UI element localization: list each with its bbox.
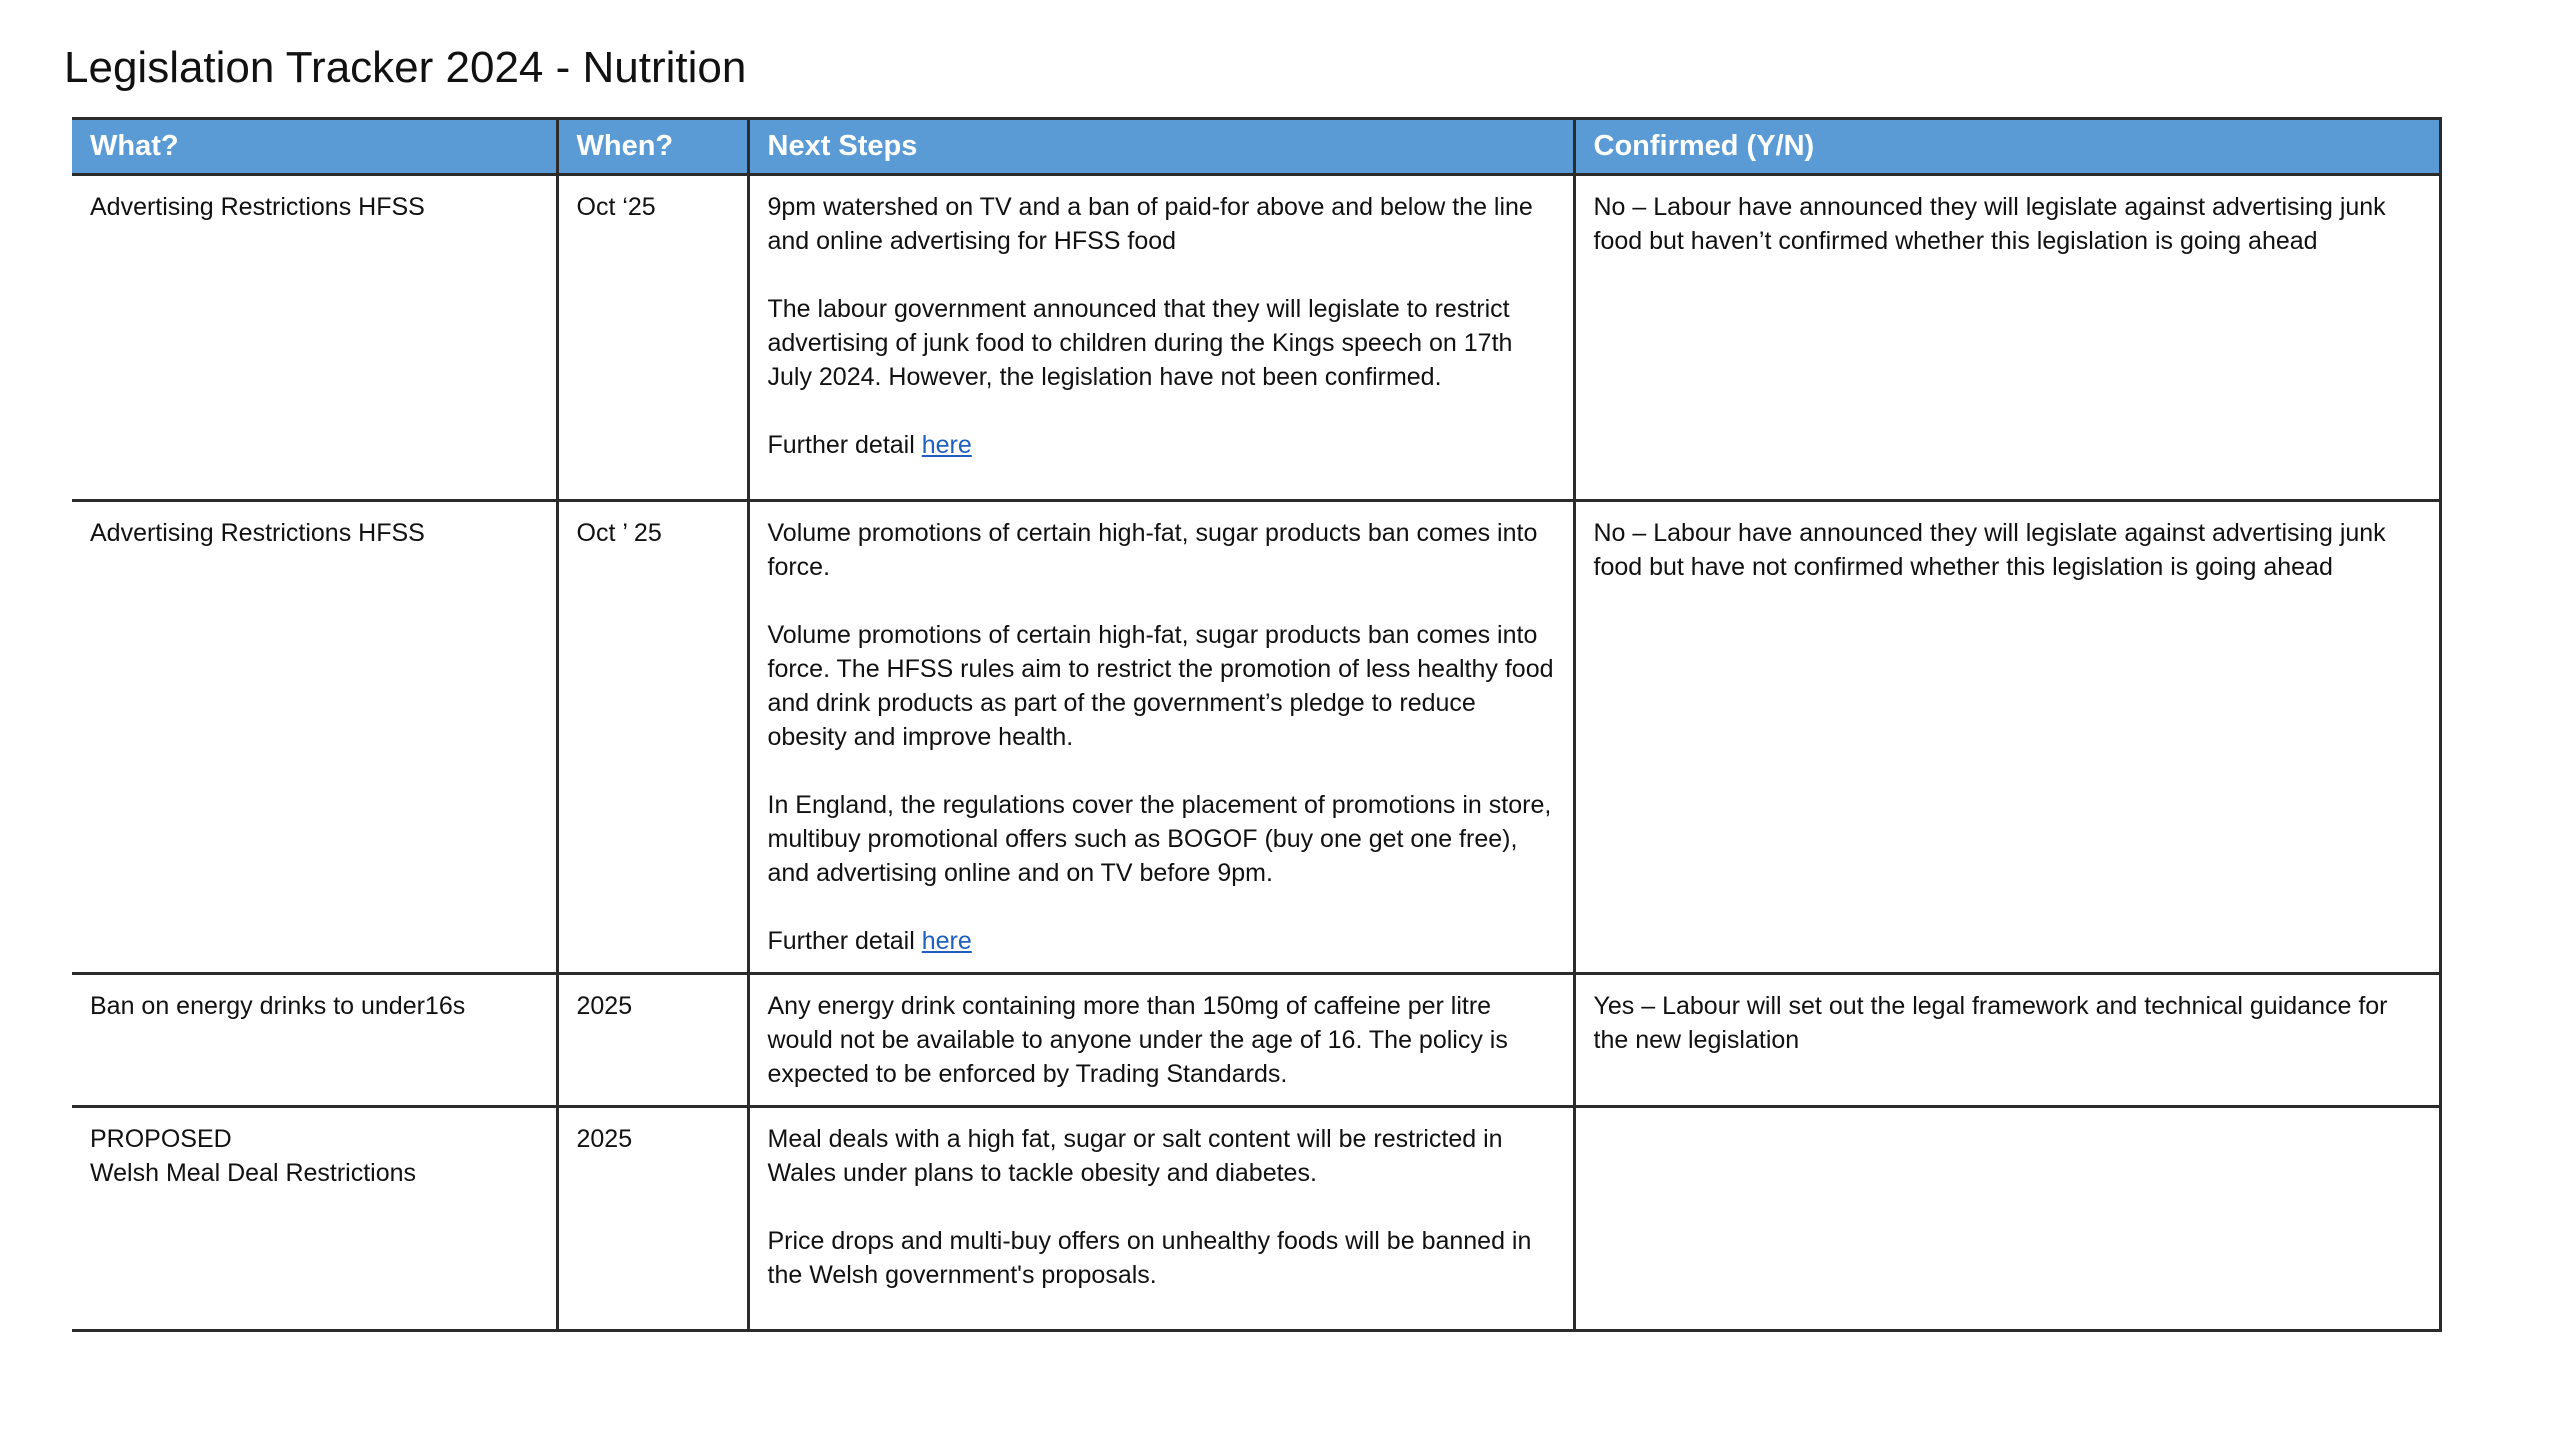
when-cell: Oct ’ 25	[557, 501, 748, 974]
confirmed-cell: No – Labour have announced they will legislate against advertising junk food but haven’t confirmed whether this legislation is going ahead	[1574, 175, 2440, 501]
further-detail-line	[768, 428, 1555, 462]
confirmed-cell: Yes – Labour will set out the legal framework and technical guidance for the new legislation	[1574, 974, 2440, 1107]
when-cell: 2025	[557, 974, 748, 1107]
what-cell	[72, 501, 557, 974]
when-cell: 2025	[557, 1107, 748, 1331]
column-header-what: What?	[72, 119, 557, 175]
further-detail-line	[768, 924, 1555, 958]
what-line: Advertising Restrictions HFSS	[90, 519, 425, 547]
what-cell	[72, 175, 557, 501]
next-steps-paragraph: Any energy drink containing more than 150mg of caffeine per litre would not be available to anyone under the age of 16. The policy is expected to be enforced by Trading Standards.	[767, 992, 1508, 1088]
next-steps-cell	[748, 974, 1574, 1107]
when-cell: Oct ‘25	[557, 175, 748, 501]
column-header-next-steps: Next Steps	[748, 119, 1574, 175]
next-steps-paragraph: Price drops and multi-buy offers on unhealthy foods will be banned in the Welsh government's proposals.	[767, 1227, 1532, 1289]
further-detail-link[interactable]: here	[921, 927, 972, 955]
table-row	[72, 501, 2440, 974]
page-title: Legislation Tracker 2024 - Nutrition	[64, 43, 747, 92]
what-line: Welsh Meal Deal Restrictions	[90, 1159, 417, 1187]
next-steps-paragraph: Volume promotions of certain high-fat, sugar products ban comes into force.	[767, 519, 1538, 581]
table-row	[72, 974, 2440, 1107]
table-row	[72, 1107, 2440, 1331]
next-steps-paragraph: Meal deals with a high fat, sugar or salt content will be restricted in Wales under plans to tackle obesity and diabetes.	[767, 1125, 1503, 1187]
further-detail-link[interactable]: here	[921, 431, 972, 459]
confirmed-cell	[1574, 1107, 2440, 1331]
column-header-confirmed: Confirmed (Y/N)	[1574, 119, 2440, 175]
next-steps-paragraph: In England, the regulations cover the placement of promotions in store, multibuy promotional offers such as BOGOF (buy one get one free), and advertising online and on TV before 9pm.	[767, 791, 1552, 887]
what-cell	[72, 1107, 557, 1331]
column-header-when: When?	[557, 119, 748, 175]
what-line: Advertising Restrictions HFSS	[90, 193, 425, 221]
further-detail-label: Further detail	[767, 927, 922, 955]
further-detail-label: Further detail	[767, 431, 922, 459]
table-header-row	[72, 119, 2440, 175]
next-steps-paragraph: 9pm watershed on TV and a ban of paid-for above and below the line and online advertising for HFSS food	[767, 193, 1533, 255]
what-cell	[72, 974, 557, 1107]
next-steps-paragraph: Volume promotions of certain high-fat, sugar products ban comes into force. The HFSS rules aim to restrict the promotion of less healthy food and drink products as part of the government’s pledge to reduce obesity and improve health.	[767, 621, 1554, 751]
legislation-table	[72, 117, 2442, 1332]
confirmed-cell: No – Labour have announced they will legislate against advertising junk food but have not confirmed whether this legislation is going ahead	[1574, 501, 2440, 974]
table-row	[72, 175, 2440, 501]
next-steps-cell	[748, 501, 1574, 974]
next-steps-cell	[748, 175, 1574, 501]
next-steps-cell	[748, 1107, 1574, 1331]
what-line: PROPOSED	[90, 1125, 232, 1153]
next-steps-paragraph: The labour government announced that they will legislate to restrict advertising of junk food to children during the Kings speech on 17th July 2024. However, the legislation have not been confirmed.	[767, 295, 1513, 391]
what-line: Ban on energy drinks to under16s	[90, 992, 466, 1020]
